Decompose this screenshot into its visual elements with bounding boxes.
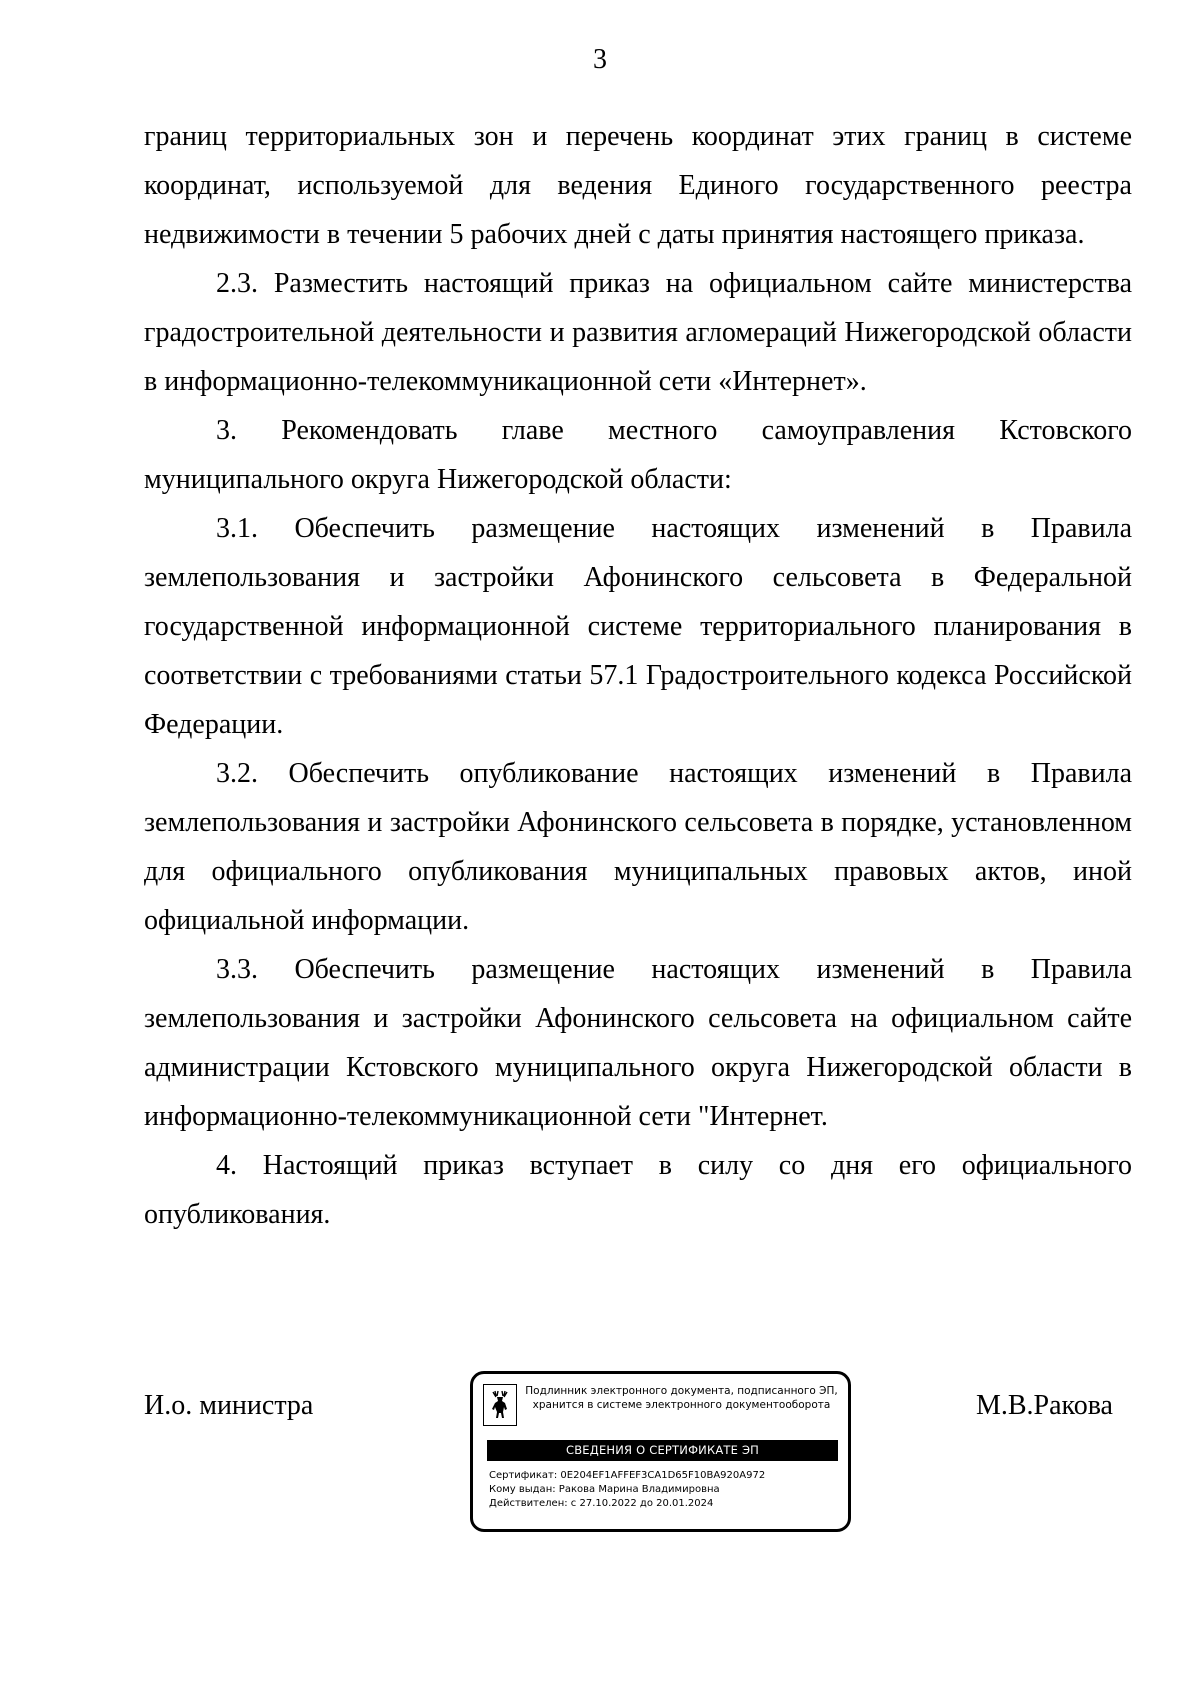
issued-to-row — [489, 1483, 765, 1497]
deer-coat-of-arms-icon — [483, 1384, 517, 1426]
stamp-caption-line-1: Подлинник электронного документа, подписанного ЭП, — [525, 1385, 838, 1397]
certificate-value: 0E204EF1AFFEF3CA1D65F10BA920A972 — [560, 1470, 766, 1481]
paragraph-2-3: 2.3. Разместить настоящий приказ на официальном сайте министерства градостроительной деятельности и развития агломераций Нижегородской области в информационно-телекоммуникационной сети «Интернет». — [144, 268, 1132, 397]
stamp-caption-line-2: хранится в системе электронного документооборота — [532, 1399, 831, 1411]
paragraph-3-2: 3.2. Обеспечить опубликование настоящих изменений в Правила землепользования и застройки Афонинского сельсовета в порядке, установленном для официального опубликования муниципальных правовых актов, иной официальной информации. — [144, 758, 1132, 936]
stamp-caption — [525, 1384, 838, 1412]
stamp-header — [483, 1384, 838, 1428]
issued-to-label: Кому выдан: — [489, 1484, 556, 1495]
paragraph-3-3: 3.3. Обеспечить размещение настоящих изменений в Правила землепользования и застройки Афонинского сельсовета на официальном сайте администрации Кстовского муниципального округа Нижегородской области в информационно-телекоммуникационной сети "Интернет. — [144, 954, 1132, 1132]
signatory-position: И.о. министра — [144, 1390, 314, 1421]
valid-value: с 27.10.2022 до 20.01.2024 — [570, 1498, 714, 1509]
paragraph-continuation: границ территориальных зон и перечень координат этих границ в системе координат, используемой для ведения Единого государственного реестра недвижимости в течении 5 рабочих дней с даты принятия настоящего приказа. — [144, 121, 1132, 250]
page-number: 3 — [593, 44, 607, 75]
signatory-name: М.В.Ракова — [975, 1390, 1113, 1421]
certificate-details — [489, 1469, 765, 1511]
certificate-info-bar: СВЕДЕНИЯ О СЕРТИФИКАТЕ ЭП — [487, 1440, 838, 1461]
certificate-label: Сертификат: — [489, 1470, 558, 1481]
paragraph-4: 4. Настоящий приказ вступает в силу со дня его официального опубликования. — [144, 1150, 1132, 1230]
valid-period-row — [489, 1497, 765, 1511]
valid-label: Действителен: — [489, 1498, 568, 1509]
document-body — [144, 112, 1132, 1239]
issued-to-value: Ракова Марина Владимировна — [558, 1484, 720, 1495]
certificate-row — [489, 1469, 765, 1483]
paragraph-3-1: 3.1. Обеспечить размещение настоящих изменений в Правила землепользования и застройки Афонинского сельсовета в Федеральной государственной информационной системе территориального планирования в соответствии с требованиями статьи 57.1 Градостроительного кодекса Российской Федерации. — [144, 513, 1132, 740]
electronic-signature-stamp — [470, 1371, 851, 1532]
paragraph-3: 3. Рекомендовать главе местного самоуправления Кстовского муниципального округа Нижегородской области: — [144, 415, 1132, 495]
